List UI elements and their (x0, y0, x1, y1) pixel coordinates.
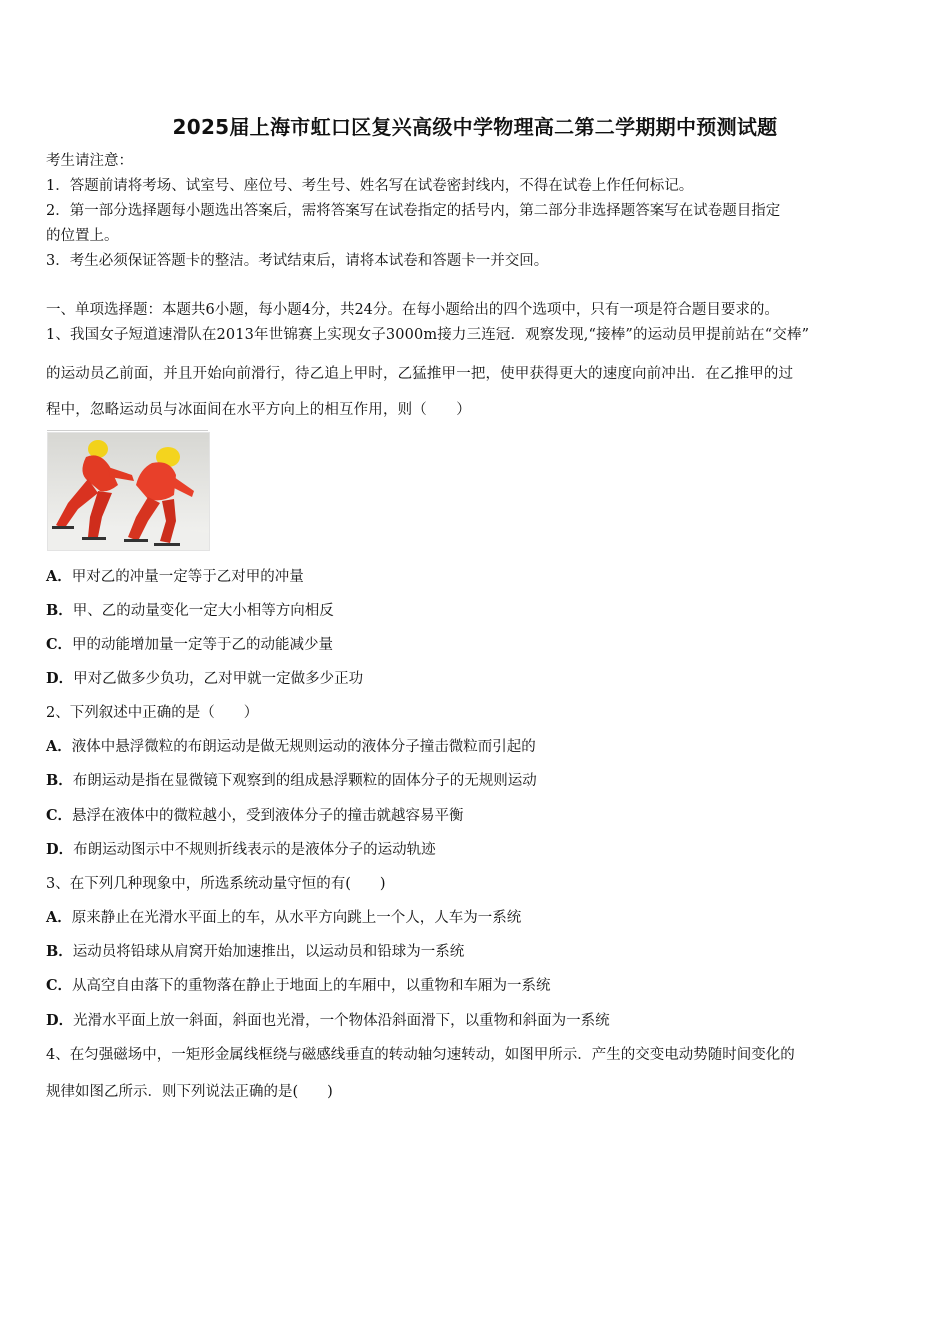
option-text: 甲对乙做多少负功，乙对甲就一定做多少正功 (73, 671, 364, 687)
option-letter: D． (46, 670, 74, 687)
option-text: 光滑水平面上放一斜面，斜面也光滑，一个物体沿斜面滑下，以重物和斜面为一系统 (73, 1013, 610, 1029)
option-letter: B． (46, 772, 73, 789)
q4-stem-line-1: 4、在匀强磁场中，一矩形金属线框绕与磁感线垂直的转动轴匀速转动，如图甲所示．产生的交变电动势随时间变化的 (46, 1047, 795, 1063)
option-letter: C． (46, 977, 73, 994)
q2-option-d (46, 840, 436, 860)
q3-option-b (46, 942, 464, 962)
option-text: 甲、乙的动量变化一定大小相等方向相反 (72, 603, 334, 619)
q2-option-c (46, 806, 464, 826)
q3-option-d (46, 1011, 610, 1031)
figure-divider (47, 430, 208, 431)
option-letter: A． (46, 909, 72, 926)
q2-stem: 2、下列叙述中正确的是（ ） (46, 705, 259, 721)
q3-stem: 3、在下列几种现象中，所选系统动量守恒的有( ) (46, 876, 386, 892)
q1-stem-line-3: 程中，忽略运动员与冰面间在水平方向上的相互作用，则（ ） (46, 402, 471, 418)
speed-skating-photo (47, 432, 210, 551)
option-letter: A． (46, 738, 72, 755)
page-title: 2025届上海市虹口区复兴高级中学物理高二第二学期期中预测试题 (172, 115, 778, 139)
option-letter: D． (46, 1012, 74, 1029)
notice-item-3: 3．考生必须保证答题卡的整洁。考试结束后，请将本试卷和答题卡一并交回。 (46, 253, 549, 269)
q1-option-a (46, 567, 304, 587)
notice-item-2: 2．第一部分选择题每小题选出答案后，需将答案写在试卷指定的括号内，第二部分非选择题答案写在试卷题目指定 (46, 203, 781, 219)
option-text: 悬浮在液体中的微粒越小，受到液体分子的撞击就越容易平衡 (72, 808, 464, 824)
option-letter: B． (46, 602, 73, 619)
option-text: 布朗运动图示中不规则折线表示的是液体分子的运动轨迹 (73, 842, 436, 858)
option-text: 从高空自由落下的重物落在静止于地面上的车厢中，以重物和车厢为一系统 (72, 978, 551, 994)
notice-heading: 考生请注意： (46, 153, 133, 169)
option-text: 运动员将铅球从肩窝开始加速推出，以运动员和铅球为一系统 (72, 944, 465, 960)
q3-option-c (46, 976, 551, 996)
notice-item-1: 1．答题前请将考场、试室号、座位号、考生号、姓名写在试卷密封线内，不得在试卷上作任何标记。 (46, 178, 694, 194)
q3-option-a (46, 908, 521, 928)
q1-option-d (46, 669, 363, 689)
option-text: 甲的动能增加量一定等于乙的动能减少量 (72, 637, 334, 653)
option-letter: C． (46, 636, 73, 653)
option-text: 原来静止在光滑水平面上的车，从水平方向跳上一个人，人车为一系统 (71, 910, 522, 926)
q1-option-b (46, 601, 334, 621)
option-text: 甲对乙的冲量一定等于乙对甲的冲量 (71, 569, 304, 585)
option-text: 液体中悬浮微粒的布朗运动是做无规则运动的液体分子撞击微粒而引起的 (71, 739, 536, 755)
q1-stem-line-1: 1、我国女子短道速滑队在2013年世锦赛上实现女子3000m接力三连冠．观察发现,“接棒”的运动员甲提前站在“交棒” (46, 327, 810, 343)
option-text: 布朗运动是指在显微镜下观察到的组成悬浮颗粒的固体分子的无规则运动 (72, 773, 537, 789)
q1-option-c (46, 635, 333, 655)
section-header: 一、单项选择题：本题共6小题，每小题4分，共24分。在每小题给出的四个选项中，只有一项是符合题目要求的。 (46, 302, 779, 318)
q2-option-b (46, 771, 537, 791)
option-letter: C． (46, 807, 73, 824)
q1-stem-line-2: 的运动员乙前面，并且开始向前滑行，待乙追上甲时，乙猛推甲一把，使甲获得更大的速度向前冲出．在乙推甲的过 (46, 366, 794, 382)
option-letter: A． (46, 568, 72, 585)
notice-item-2-cont: 的位置上。 (46, 228, 119, 244)
option-letter: B． (46, 943, 73, 960)
q2-option-a (46, 737, 536, 757)
q4-stem-line-2: 规律如图乙所示．则下列说法正确的是( ) (46, 1084, 333, 1100)
option-letter: D． (46, 841, 74, 858)
